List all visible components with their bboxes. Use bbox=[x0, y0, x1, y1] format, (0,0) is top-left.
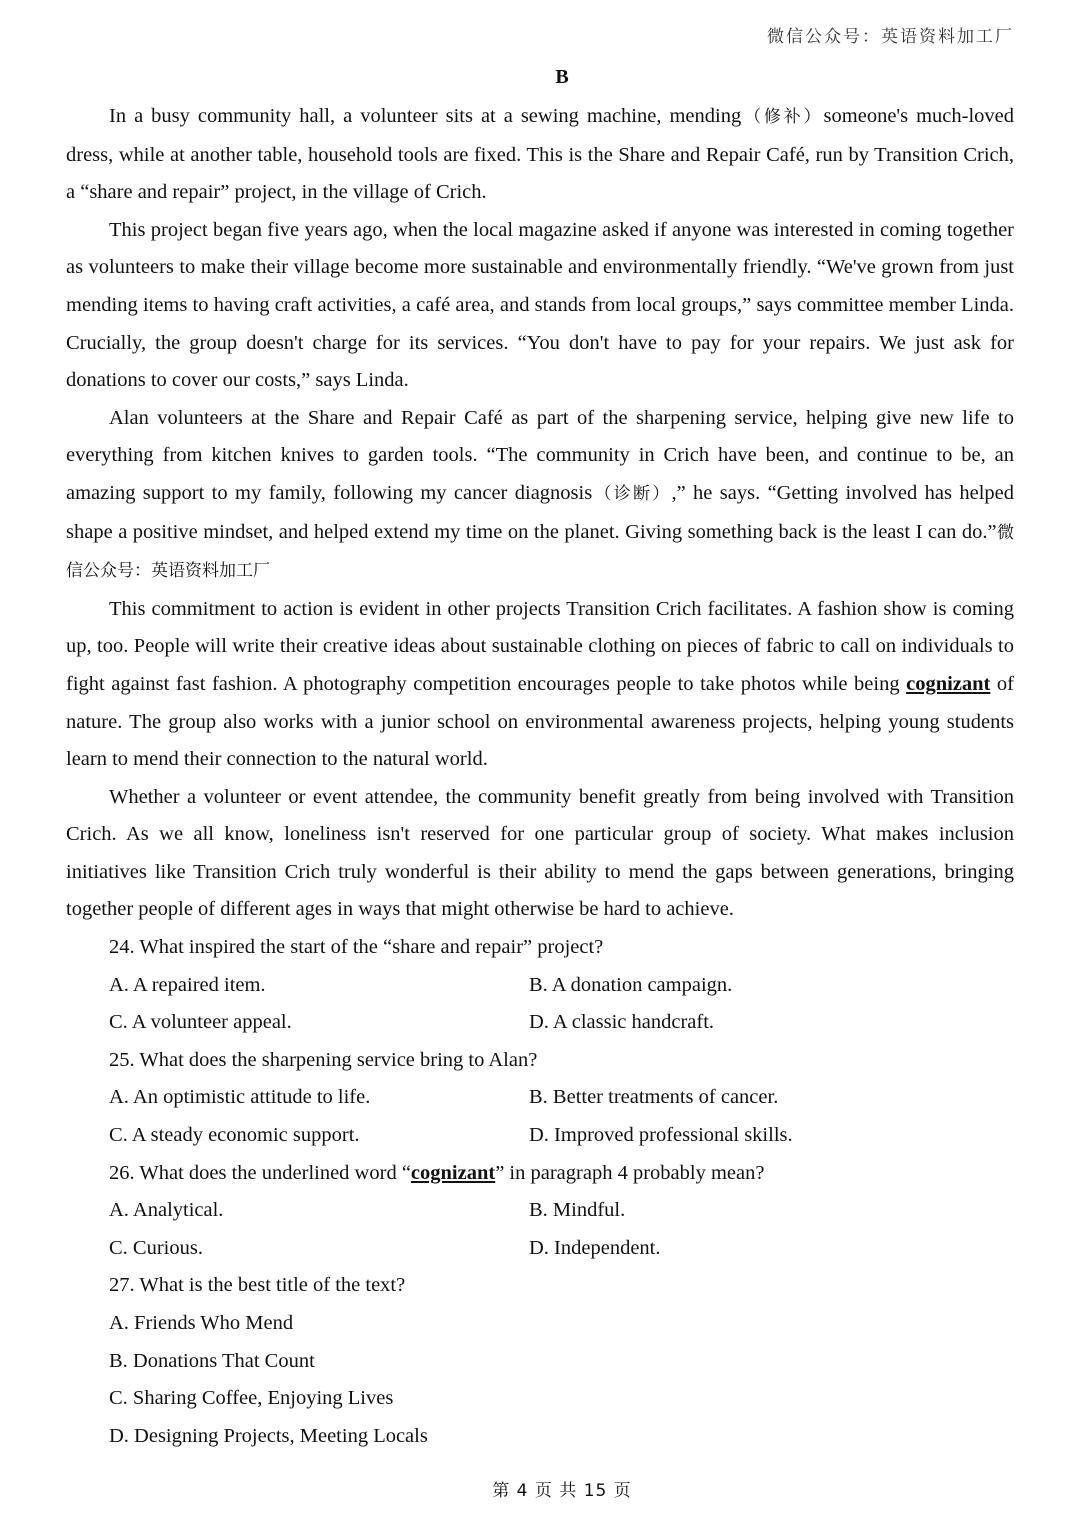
option: C. Curious. bbox=[109, 1236, 203, 1259]
question-text: 24. What inspired the start of the “share and repair” project? bbox=[109, 936, 604, 959]
question-25 bbox=[66, 1042, 1014, 1155]
page-number: 第 4 页 共 15 页 bbox=[492, 1481, 632, 1501]
option: A. An optimistic attitude to life. bbox=[109, 1086, 371, 1109]
text: Alan volunteers at the Share and Repair Café as part of the sharpening service, helping give new life to everything from kitchen knives to garden tools. “The community in Crich have been, and continue to be, an amazing support to my family, following my cancer diagnosis bbox=[66, 406, 1014, 504]
option: B. Better treatments of cancer. bbox=[529, 1086, 779, 1109]
option: A. A repaired item. bbox=[109, 973, 266, 996]
question-text bbox=[66, 1155, 1014, 1193]
text: 26. What does the underlined word “ bbox=[109, 1161, 411, 1184]
option: B. Mindful. bbox=[529, 1199, 626, 1222]
inline-watermark: 微信公众号：英语资料加工厂 bbox=[66, 522, 1014, 582]
question-text: 25. What does the sharpening service bring to Alan? bbox=[109, 1048, 538, 1071]
text: of nature. The group also works with a junior school on environmental awareness projects, helping young students learn to mend their connection to the natural world. bbox=[66, 672, 1015, 771]
underlined-word: cognizant bbox=[906, 672, 991, 695]
text: ,” he says. “Getting involved has helped shape a positive mindset, and helped extend my time on the planet. Giving something back is the least I can do.” bbox=[66, 481, 1014, 543]
passage bbox=[66, 98, 1014, 1455]
question-text: 27. What is the best title of the text? bbox=[109, 1274, 406, 1297]
option: D. Designing Projects, Meeting Locals bbox=[109, 1424, 428, 1447]
option: B. A donation campaign. bbox=[529, 973, 733, 996]
text: ” in paragraph 4 probably mean? bbox=[495, 1161, 765, 1184]
option: A. Friends Who Mend bbox=[109, 1312, 294, 1334]
section-title: B bbox=[555, 66, 569, 88]
option: D. A classic handcraft. bbox=[529, 1011, 715, 1034]
text: This commitment to action is evident in other projects Transition Crich facilitates. A fashion show is coming up, too. People will write their creative ideas about sustainable clothing on pieces of fabric to call on individuals to fight against fast fashion. A photography competition encourages people to take photos while being bbox=[66, 597, 1014, 695]
paragraph-3 bbox=[66, 400, 1014, 591]
option: C. A steady economic support. bbox=[109, 1124, 360, 1147]
question-26 bbox=[66, 1155, 1014, 1268]
underlined-word: cognizant bbox=[410, 1161, 496, 1184]
chinese-gloss: （诊断） bbox=[592, 483, 672, 504]
paragraph-4 bbox=[66, 591, 1014, 779]
option: C. Sharing Coffee, Enjoying Lives bbox=[109, 1387, 394, 1410]
question-27 bbox=[66, 1267, 1014, 1455]
option: D. Independent. bbox=[529, 1236, 661, 1259]
header-watermark: 微信公众号：英语资料加工厂 bbox=[767, 27, 1014, 47]
chinese-gloss: （修补） bbox=[741, 107, 824, 127]
option: C. A volunteer appeal. bbox=[109, 1011, 292, 1034]
paragraph-5: Whether a volunteer or event attendee, the community benefit greatly from being involved with Transition Crich. As we all know, loneliness isn't reserved for one particular group of society. What makes inclusion initiatives like Transition Crich truly wonderful is their ability to mend the gaps between generations, bringing together people of different ages in ways that might otherwise be hard to achieve. bbox=[66, 785, 1014, 921]
paragraph-1 bbox=[66, 98, 1014, 212]
question-24 bbox=[66, 929, 1014, 1042]
paragraph-2: This project began five years ago, when the local magazine asked if anyone was interested in coming together as volunteers to make their village become more sustainable and environmentally friendly. “We've grown from just mending items to having craft activities, a café area, and stands from local groups,” says committee member Linda. Crucially, the group doesn't charge for its services. “You don't have to pay for your repairs. We just ask for donations to cover our costs,” says Linda. bbox=[66, 218, 1014, 392]
option: A. Analytical. bbox=[109, 1199, 224, 1222]
text: someone's much-loved dress, while at another table, household tools are fixed. This is the Share and Repair Café, run by Transition Crich, a “share and repair” project, in the village of Crich. bbox=[66, 105, 1014, 204]
text: In a busy community hall, a volunteer sits at a sewing machine, mending bbox=[109, 105, 742, 127]
option: D. Improved professional skills. bbox=[529, 1124, 793, 1147]
option: B. Donations That Count bbox=[109, 1349, 315, 1372]
